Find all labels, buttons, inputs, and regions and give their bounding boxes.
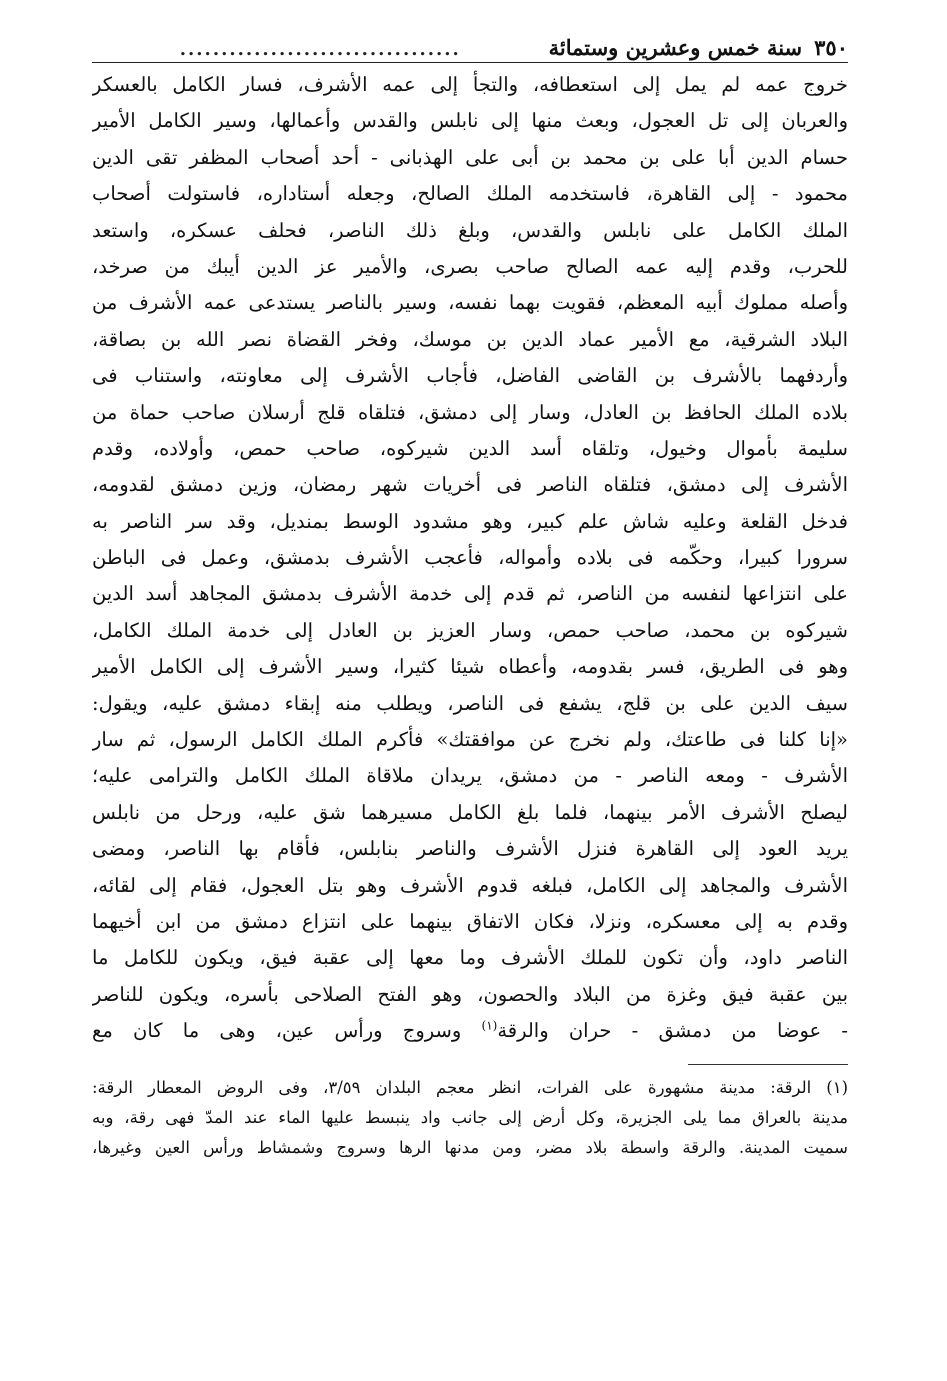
last-line-start: - عوضا من دمشق - حران والرقة xyxy=(497,1019,848,1043)
text-line: وأصله مملوك أبيه المعظم، فقويت بهما نفسه، وسير بالناصر يستدعى عمه الأشرف من xyxy=(92,291,848,315)
text-line: شيركوه بن محمد، صاحب حمص، وسار العزيز بن العادل إلى خدمة الملك الكامل، xyxy=(92,618,848,642)
text-line: وقدم به إلى معسكره، ونزلا، فكان الاتفاق بينهما على انتزاع دمشق من ابن أخيهما xyxy=(92,909,848,933)
footnote-divider xyxy=(688,1064,848,1065)
text-line: سرورا كبيرا، وحكّمه فى بلاده وأمواله، فأعجب الأشرف بدمشق، وعمل فى الباطن xyxy=(92,546,848,570)
page-number: ٣٥٠ xyxy=(814,35,848,60)
text-line: يريد العود إلى القاهرة فنزل الأشرف والناصر بنابلس، فأقام بها الناصر، ومضى xyxy=(92,837,848,861)
text-line: محمود - إلى القاهرة، فاستخدمه الملك الصالح، وجعله أستاداره، فاستولت أصحاب xyxy=(92,182,848,206)
text-line: الملك الكامل على نابلس والقدس، وبلغ ذلك الناصر، فحلف عسكره، واستعد xyxy=(92,218,848,242)
text-line: «إنا كلنا فى طاعتك، ولم نخرج عن موافقتك» فأكرم الملك الكامل الرسول، ثم سار xyxy=(92,728,848,752)
text-line: ليصلح الأشرف الأمر بينهما، فلما بلغ الكامل مسيرهما شق عليه، ورحل من نابلس xyxy=(92,800,848,824)
text-line: خروج عمه لم يمل إلى استعطافه، والتجأ إلى عمه الأشرف، فسار الكامل بالعسكر xyxy=(92,73,848,96)
footnote-line: (١) الرقة: مدينة مشهورة على الفرات، انظر معجم البلدان ٣/٥٩، وفى الروض المعطار الرقة: xyxy=(92,1077,848,1097)
footnotes xyxy=(92,1073,848,1163)
text-line: وأردفهما بالأشرف بن القاضى الفاضل، فأجاب الأشرف إلى معاونته، واستناب فى xyxy=(92,364,848,388)
text-line: بلاده الملك الحافظ بن العادل، وسار إلى دمشق، فتلقاه قلج أرسلان صاحب حماة من xyxy=(92,400,848,424)
text-line: الأشرف إلى دمشق، فتلقاه الناصر فى أخريات شهر رمضان، وزين دمشق لقدومه، xyxy=(92,473,848,497)
text-line: سيف الدين على بن قلج، يشفع فى الناصر، ويطلب منه إبقاء دمشق عليه، ويقول: xyxy=(92,691,848,715)
text-line: سليمة بأموال وخيول، وتلقاه أسد الدين شيركوه، صاحب حمص، وأولاده، وقدم xyxy=(92,436,848,460)
book-page xyxy=(92,24,848,1354)
text-line: الناصر داود، وأن تكون للملك الأشرف وما معها إلى عقبة فيق، ويكون للكامل ما xyxy=(92,946,848,970)
header-leader-dots: .................................. xyxy=(179,39,461,60)
text-line: الأشرف والمجاهد إلى الكامل، فبلغه قدوم الأشرف وهو بتل العجول، فقام إلى لقائه، xyxy=(92,873,848,897)
text-line: وهو فى الطريق، فسر بقدومه، وأعطاه شيئا كثيرا، وسير الأشرف إلى الكامل الأمير xyxy=(92,655,848,679)
header-title: سنة خمس وعشرين وستمائة xyxy=(548,35,803,60)
text-line: حسام الدين أبا على بن محمد بن أبى على الهذبانى - أحد أصحاب المظفر تقى الدين xyxy=(92,145,848,169)
text-line: فدخل القلعة وعليه شاش علم كبير، وهو مشدود الوسط بمنديل، وقد سر الناصر به xyxy=(92,509,848,533)
footnote-reference[interactable]: (١) xyxy=(481,1018,498,1033)
text-line: بين عقبة فيق وغزة من البلاد والحصون، وهو الفتح الصلاحى بأسره، ويكون للناصر xyxy=(92,982,848,1006)
text-line: والعربان إلى تل العجول، وبعث منها إلى نابلس والقدس وأعمالها، وسير الكامل الأمير xyxy=(92,109,848,133)
text-line: البلاد الشرقية، مع الأمير عماد الدين بن موسك، وفخر القضاة نصر الله بن بصاقة، xyxy=(92,327,848,351)
footnote-line: سميت المدينة. والرقة واسطة بلاد مضر، ومن مدنها الرها وسروج وشمشاط ورأس العين وغيرها، xyxy=(92,1137,848,1157)
last-line-end: وسروج ورأس عين، وهى ما كان مع xyxy=(92,1019,482,1043)
running-header xyxy=(92,24,848,63)
text-line: للحرب، وقدم إليه عمه الصالح صاحب بصرى، والأمير عز الدين أيبك من صرخد، xyxy=(92,254,848,278)
text-line: الأشرف - ومعه الناصر - من دمشق، يريدان ملاقاة الملك الكامل والترامى عليه؛ xyxy=(92,764,848,788)
text-line: على انتزاعها لنفسه من الناصر، ثم قدم إلى خدمة الأشرف بدمشق المجاهد أسد الدين xyxy=(92,582,848,606)
text-line-last xyxy=(92,1013,848,1049)
footnote-line: مدينة بالعراق مما يلى الجزيرة، وكل أرض إلى جانب واد ينبسط عليها الماء عند المدّ فهى رقة، وبه xyxy=(92,1107,848,1127)
main-text xyxy=(92,67,848,1050)
